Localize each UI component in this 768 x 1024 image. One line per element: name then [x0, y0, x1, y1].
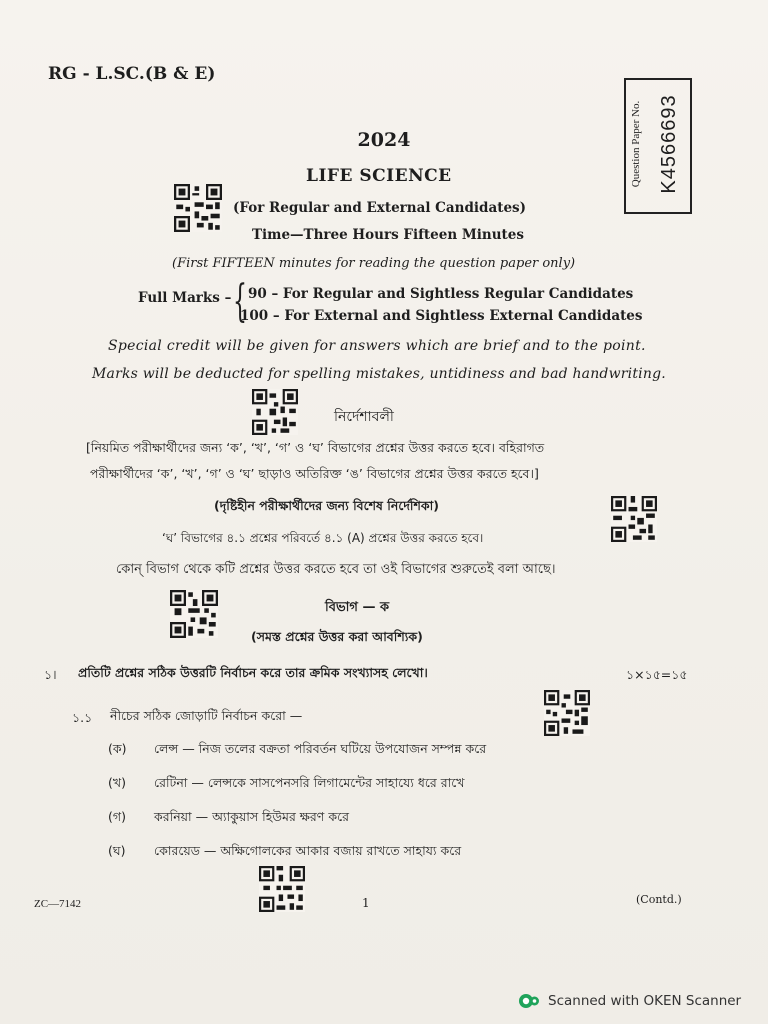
reading-time-note: (First FIFTEEN minutes for reading the question paper only) [172, 256, 576, 271]
question-paper-label: Question Paper No. [630, 100, 642, 188]
option-label: (ঘ) [108, 843, 126, 858]
candidates-line: (For Regular and External Candidates) [233, 200, 527, 216]
question-1-text: প্রতিটি প্রশ্নের সঠিক উত্তরটি নির্বাচন করে তার ক্রমিক সংখ্যাসহ লেখো। [78, 665, 428, 680]
qr-code-icon [252, 389, 298, 435]
time-line: Time—Three Hours Fifteen Minutes [252, 227, 524, 243]
sightless-guidelines-title: (দৃষ্টিহীন পরীক্ষার্থীদের জন্য বিশেষ নির্দেশিকা) [214, 498, 439, 513]
paper-code: RG - L.SC.(B & E) [48, 64, 216, 84]
instructions-line-2: পরীক্ষার্থীদের ‘ক’, ‘খ’, ‘গ’ ও ‘ঘ’ ছাড়াও অতিরিক্ত ‘ঙ’ বিভাগের প্রশ্নের উত্তর করতে হবে।] [90, 466, 539, 481]
scanner-watermark [518, 991, 741, 1011]
option-text: কোরয়েড — অক্ষিগোলকের আকার বজায় রাখতে সাহায্য করে [154, 843, 462, 858]
qr-code-icon [544, 690, 590, 736]
question-1-1-number: ১.১ [72, 710, 93, 725]
brace-symbol: { [233, 276, 247, 327]
question-1-marks: ১×১৫=১৫ [626, 667, 688, 682]
question-1-number: ১। [44, 667, 57, 682]
special-credit-note: Special credit will be given for answers which are brief and to the point. [108, 338, 646, 354]
question-paper-number: K4566693 [658, 94, 680, 194]
option-label: (ক) [108, 741, 127, 756]
qr-code-icon [259, 866, 305, 912]
option-text: করনিয়া — অ্যাকুয়াস হিউমর ক্ষরণ করে [154, 809, 349, 824]
section-title: বিভাগ — ক [325, 600, 390, 615]
full-marks-label: Full Marks – [138, 290, 232, 306]
option-text: লেন্স — নিজ তলের বক্রতা পরিবর্তন ঘটিয়ে উপযোজন সম্পন্ন করে [154, 741, 487, 756]
instructions-line-1: [নিয়মিত পরীক্ষার্থীদের জন্য ‘ক’, ‘খ’, ‘গ’ ও ‘ঘ’ বিভাগের প্রশ্নের উত্তর করতে হবে। বহিরাগত [86, 440, 545, 455]
qr-code-icon [174, 184, 222, 232]
footer-code: ZC—7142 [34, 898, 82, 910]
page-number: 1 [362, 896, 370, 910]
oken-scanner-logo-icon [518, 991, 540, 1011]
section-compulsory-note: (সমস্ত প্রশ্নের উত্তর করা আবশ্যিক) [251, 629, 423, 644]
instructions-title: নির্দেশাবলী [334, 409, 394, 425]
subject-title: LIFE SCIENCE [306, 166, 452, 186]
full-marks-regular: 90 – For Regular and Sightless Regular Candidates [248, 286, 634, 302]
qr-code-icon [611, 496, 657, 542]
option-label: (খ) [108, 775, 126, 790]
continued-label: (Contd.) [636, 893, 682, 906]
section-note: কোন্ বিভাগ থেকে কটি প্রশ্নের উত্তর করতে হবে তা ওই বিভাগের শুরুতেই বলা আছে। [116, 562, 556, 577]
scanner-watermark-text: Scanned with OKEN Scanner [548, 993, 742, 1009]
deduction-note: Marks will be deducted for spelling mistakes, untidiness and bad handwriting. [92, 366, 666, 382]
option-text: রেটিনা — লেন্সকে সাসপেনসরি লিগামেন্টের সাহায্যে ধরে রাখে [154, 775, 465, 790]
full-marks-external: 100 – For External and Sightless External Candidates [240, 308, 643, 324]
option-label: (গ) [108, 809, 126, 824]
sightless-instruction: ‘ঘ’ বিভাগের ৪.১ প্রশ্নের পরিবর্তে ৪.১ (A) প্রশ্নের উত্তর করতে হবে। [162, 531, 484, 545]
question-1-1-text: নীচের সঠিক জোড়াটি নির্বাচন করো — [110, 708, 303, 723]
qr-code-icon [170, 590, 218, 638]
exam-year: 2024 [357, 129, 411, 151]
